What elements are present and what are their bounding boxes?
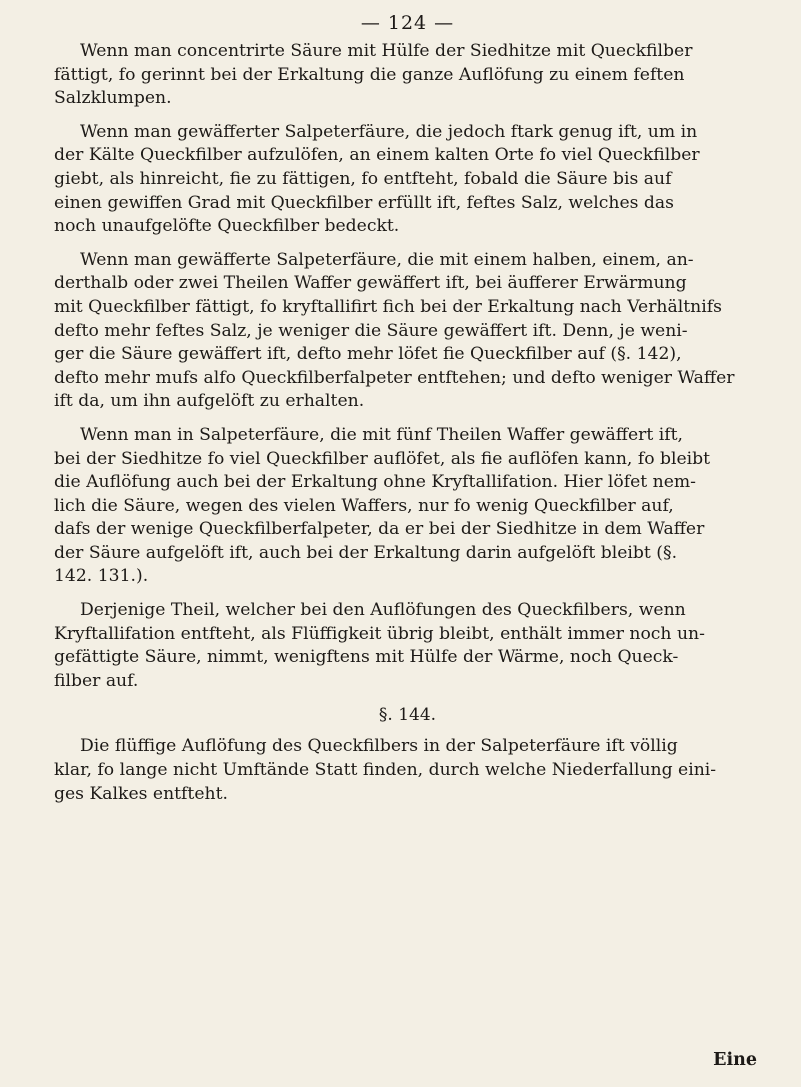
section-paragraph — [54, 735, 761, 806]
paragraph-4 — [54, 424, 761, 589]
text-line: der Säure aufgelöft ift, auch bei der Erkaltung darin aufgelöft bleibt (§. — [54, 542, 678, 563]
text-line: Wenn man gewäfferte Salpeterfäure, die mit einem halben, einem, an- — [80, 249, 694, 270]
text-line: klar, fo lange nicht Umftände Statt finden, durch welche Niederfallung eini- — [54, 760, 717, 781]
text-line: Derjenige Theil, welcher bei den Auflöfungen des Queckfilbers, wenn — [80, 600, 686, 621]
text-line: Wenn man in Salpeterfäure, die mit fünf Theilen Waffer gewäffert ift, — [80, 424, 683, 445]
text-line: einen gewiffen Grad mit Queckfilber erfüllt ift, feftes Salz, welches das — [54, 192, 674, 213]
text-line: bei der Siedhitze fo viel Queckfilber auflöfet, als fie auflöfen kann, fo bleibt — [54, 448, 711, 469]
text-line: Die flüffige Auflöfung des Queckfilbers in der Salpeterfäure ift völlig — [80, 736, 678, 757]
text-line: derthalb oder zwei Theilen Waffer gewäffert ift, bei äufferer Erwärmung — [54, 273, 687, 294]
text-line: ift da, um ihn aufgelöft zu erhalten. — [54, 391, 365, 412]
text-line: lich die Säure, wegen des vielen Waffers, nur fo wenig Queckfilber auf, — [54, 495, 674, 516]
text-line: filber auf. — [54, 670, 139, 691]
text-line: defto mehr mufs alfo Queckfilberfalpeter entftehen; und defto weniger Waffer — [54, 367, 735, 388]
paragraph-2 — [54, 121, 761, 239]
catchword: Eine — [713, 1050, 757, 1070]
text-line: Kryftallifation entfteht, als Flüffigkeit übrig bleibt, enthält immer noch un- — [54, 623, 705, 644]
text-line: der Kälte Queckfilber aufzulöfen, an einem kalten Orte fo viel Queckfilber — [54, 145, 700, 166]
text-line: ger die Säure gewäffert ift, defto mehr löfet fie Queckfilber auf (§. 142), — [54, 344, 682, 365]
text-line: fättigt, fo gerinnt bei der Erkaltung die ganze Auflöfung zu einem feften — [54, 64, 685, 85]
text-line: mit Queckfilber fättigt, fo kryftallifirt fich bei der Erkaltung nach Verhältnifs — [54, 296, 722, 317]
section-heading: §. 144. — [378, 705, 437, 726]
text-line: dafs der wenige Queckfilberfalpeter, da er bei der Siedhitze in dem Waffer — [54, 519, 705, 540]
paragraph-1 — [54, 40, 761, 111]
text-line: ges Kalkes entfteht. — [54, 783, 228, 804]
page-header: — 124 — — [360, 12, 455, 34]
text-line: giebt, als hinreicht, fie zu fättigen, fo entfteht, fobald die Säure bis auf — [54, 168, 672, 189]
text-line: gefättigte Säure, nimmt, wenigftens mit Hülfe der Wärme, noch Queck- — [54, 647, 679, 668]
text-line: defto mehr feftes Salz, je weniger die Säure gewäffert ift. Denn, je weni- — [54, 320, 688, 341]
text-line: noch unaufgelöfte Queckfilber bedeckt. — [54, 216, 400, 237]
paragraph-5 — [54, 599, 761, 693]
text-line: Wenn man concentrirte Säure mit Hülfe der Siedhitze mit Queckfilber — [80, 41, 693, 61]
paragraph-3 — [54, 249, 761, 414]
text-line: Wenn man gewäfferter Salpeterfäure, die jedoch ftark genug ift, um in — [80, 121, 698, 142]
text-line: 142. 131.). — [54, 566, 149, 587]
text-line: die Auflöfung auch bei der Erkaltung ohne Kryftallifation. Hier löfet nem- — [54, 472, 696, 493]
text-line: Salzklumpen. — [54, 88, 172, 109]
